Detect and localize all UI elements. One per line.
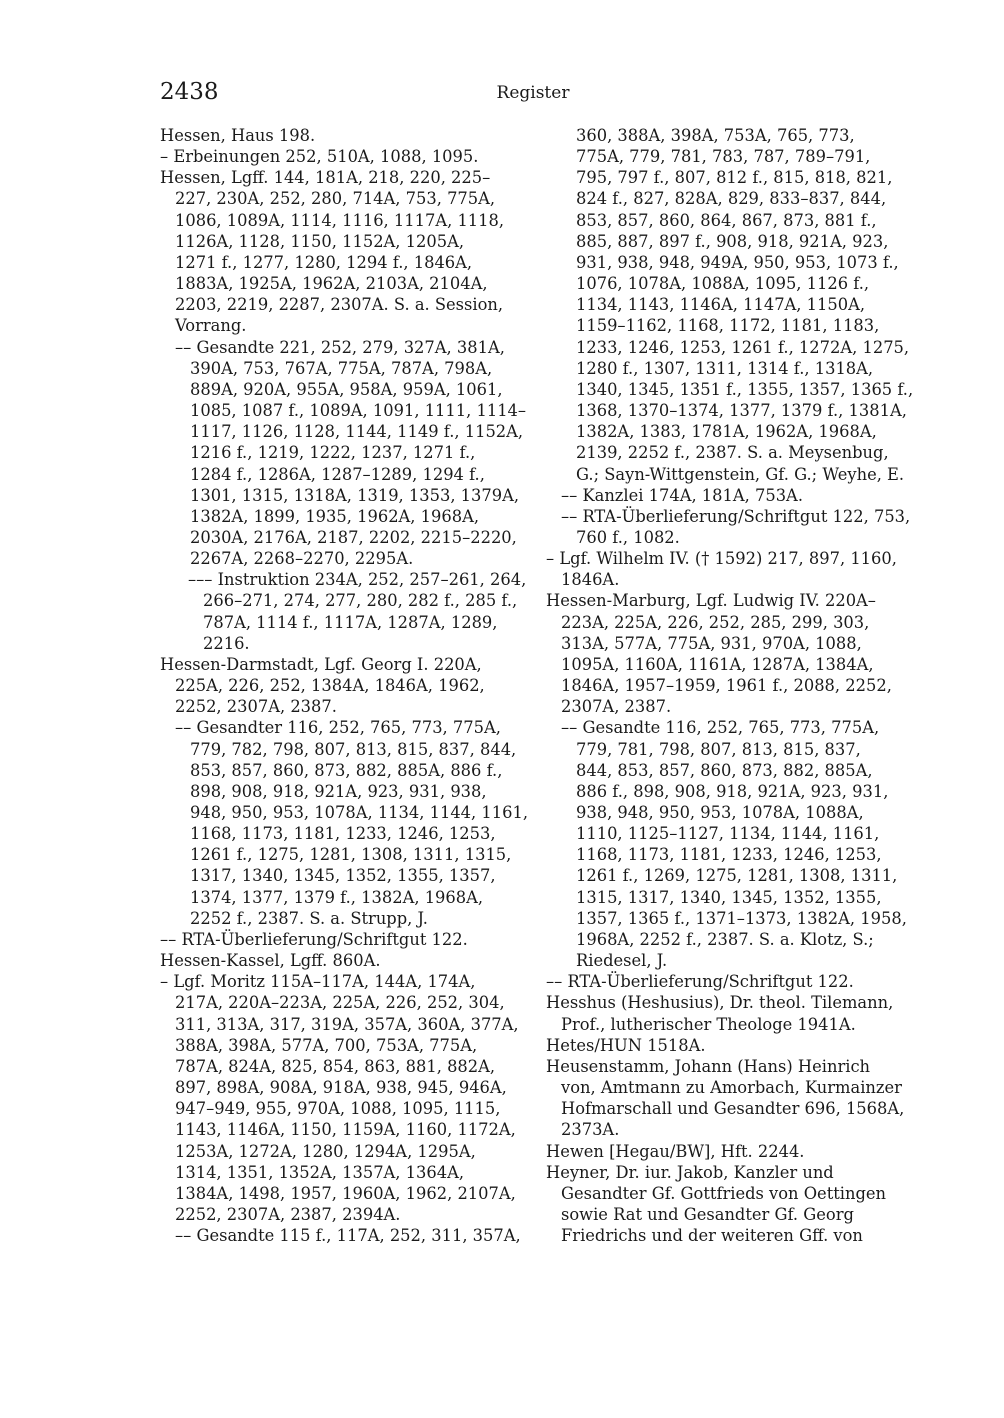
- right-column: [546, 125, 918, 1246]
- index-entry: [546, 125, 918, 485]
- index-entry: [160, 654, 532, 717]
- index-entry-line: 1883A, 1925A, 1962A, 2103A, 2104A,: [175, 274, 488, 294]
- index-entry-line: 787A, 824A, 825, 854, 863, 881, 882A,: [175, 1056, 496, 1076]
- index-entry-line: 2307A, 2387.: [561, 697, 672, 717]
- index-entry-line: 1085, 1087 f., 1089A, 1091, 1111, 1114–: [190, 401, 527, 421]
- index-entry-line: 1384A, 1498, 1957, 1960A, 1962, 2107A,: [175, 1183, 516, 1203]
- index-entry-line: 1368, 1370–1374, 1377, 1379 f., 1381A,: [576, 401, 907, 421]
- index-entry: [546, 717, 918, 971]
- index-entry-line: Hessen-Kassel, Lgff. 860A.: [160, 951, 381, 971]
- index-entry-line: 1846A.: [561, 570, 620, 590]
- index-entry: [546, 548, 918, 590]
- index-entry-line: 787A, 1114 f., 1117A, 1287A, 1289,: [203, 612, 498, 632]
- index-entry-line: 1159–1162, 1168, 1172, 1181, 1183,: [576, 316, 880, 336]
- index-entry-line: 1134, 1143, 1146A, 1147A, 1150A,: [576, 295, 866, 315]
- index-entry-line: Hessen, Lgff. 144, 181A, 218, 220, 225–: [160, 168, 491, 188]
- index-entry-line: Riedesel, J.: [576, 951, 668, 971]
- index-entry-line: 1168, 1173, 1181, 1233, 1246, 1253,: [576, 845, 882, 865]
- index-entry-line: 2030A, 2176A, 2187, 2202, 2215–2220,: [190, 527, 517, 547]
- index-entry-line: 1271 f., 1277, 1280, 1294 f., 1846A,: [175, 252, 473, 272]
- index-entry: [160, 569, 532, 654]
- index-entry-line: Hesshus (Heshusius), Dr. theol. Tilemann,: [546, 993, 894, 1013]
- index-entry: [160, 125, 532, 146]
- index-entry-line: –– RTA-Überlieferung/Schriftgut 122.: [546, 972, 854, 992]
- index-entry-line: –– RTA-Überlieferung/Schriftgut 122, 753,: [561, 506, 911, 526]
- index-entry-line: 266–271, 274, 277, 280, 282 f., 285 f.,: [203, 591, 518, 611]
- index-entry-line: 948, 950, 953, 1078A, 1134, 1144, 1161,: [190, 803, 529, 822]
- index-entry: [546, 971, 918, 992]
- index-entry-line: 779, 781, 798, 807, 813, 815, 837,: [576, 739, 861, 759]
- index-entry-line: Heyner, Dr. iur. Jakob, Kanzler und: [546, 1162, 834, 1182]
- index-entry-line: sowie Rat und Gesandter Gf. Georg: [561, 1204, 854, 1224]
- index-entry-line: 1076, 1078A, 1088A, 1095, 1126 f.,: [576, 274, 870, 294]
- index-entry-line: 898, 908, 918, 921A, 923, 931, 938,: [190, 781, 487, 801]
- index-entry-line: 223A, 225A, 226, 252, 285, 299, 303,: [561, 612, 870, 632]
- index-entry-line: –– Gesandter 116, 252, 765, 773, 775A,: [175, 718, 501, 738]
- index-entry-line: Friedrichs und der weiteren Gff. von: [561, 1226, 863, 1246]
- index-entry-line: Gesandter Gf. Gottfrieds von Oettingen: [561, 1183, 887, 1203]
- index-entry-line: von, Amtmann zu Amorbach, Kurmainzer: [561, 1078, 902, 1098]
- index-entry-line: 313A, 577A, 775A, 931, 970A, 1088,: [561, 633, 862, 653]
- index-entry-line: 1968A, 2252 f., 2387. S. a. Klotz, S.;: [576, 929, 874, 949]
- index-entry-line: 1315, 1317, 1340, 1345, 1352, 1355,: [576, 887, 882, 907]
- index-entry-line: 2216.: [203, 633, 250, 653]
- index-entry-line: Hessen-Marburg, Lgf. Ludwig IV. 220A–: [546, 591, 876, 611]
- index-entry: [160, 717, 532, 929]
- index-entry-line: 1110, 1125–1127, 1134, 1144, 1161,: [576, 824, 880, 844]
- index-entry-line: 1314, 1351, 1352A, 1357A, 1364A,: [175, 1162, 465, 1182]
- index-entry-line: 1317, 1340, 1345, 1352, 1355, 1357,: [190, 866, 496, 886]
- index-entry: [160, 146, 532, 167]
- index-entry-line: 1301, 1315, 1318A, 1319, 1353, 1379A,: [190, 485, 520, 505]
- index-entry: [160, 929, 532, 950]
- index-entry-line: 795, 797 f., 807, 812 f., 815, 818, 821,: [576, 168, 893, 188]
- index-entry-line: 390A, 753, 767A, 775A, 787A, 798A,: [190, 358, 493, 378]
- index-entry: [160, 1225, 532, 1246]
- index-entry-line: 885, 887, 897 f., 908, 918, 921A, 923,: [576, 231, 889, 251]
- index-entry-line: 1382A, 1383, 1781A, 1962A, 1968A,: [576, 422, 877, 442]
- index-entry-line: – Lgf. Wilhelm IV. († 1592) 217, 897, 1160,: [546, 549, 897, 569]
- index-entry-line: 1374, 1377, 1379 f., 1382A, 1968A,: [190, 887, 484, 907]
- index-entry-line: 2267A, 2268–2270, 2295A.: [190, 549, 414, 569]
- index-entry-line: 1261 f., 1269, 1275, 1281, 1308, 1311,: [576, 866, 898, 886]
- index-entry-line: 388A, 398A, 577A, 700, 753A, 775A,: [175, 1035, 478, 1055]
- index-entry-line: –– RTA-Überlieferung/Schriftgut 122.: [160, 929, 468, 949]
- page-number: 2438: [160, 79, 219, 105]
- index-entry-line: 1126A, 1128, 1150, 1152A, 1205A,: [175, 231, 465, 251]
- index-entry-line: 217A, 220A–223A, 225A, 226, 252, 304,: [175, 993, 505, 1013]
- index-entry-line: 938, 948, 950, 953, 1078A, 1088A,: [576, 803, 864, 822]
- index-entry-line: Hessen, Haus 198.: [160, 126, 316, 145]
- index-entry-line: 2252, 2307A, 2387.: [175, 697, 337, 717]
- index-entry-line: 931, 938, 948, 949A, 950, 953, 1073 f.,: [576, 252, 899, 272]
- index-entry-line: 897, 898A, 908A, 918A, 938, 945, 946A,: [175, 1078, 507, 1098]
- index-entry-line: Hofmarschall und Gesandter 696, 1568A,: [561, 1099, 905, 1119]
- index-entry-line: 1340, 1345, 1351 f., 1355, 1357, 1365 f.,: [576, 379, 914, 399]
- index-entry-line: 947–949, 955, 970A, 1088, 1095, 1115,: [175, 1099, 501, 1119]
- index-entry-line: 360, 388A, 398A, 753A, 765, 773,: [576, 126, 855, 145]
- index-entry-line: 824 f., 827, 828A, 829, 833–837, 844,: [576, 189, 887, 209]
- index-entry-line: – Lgf. Moritz 115A–117A, 144A, 174A,: [160, 972, 476, 992]
- index-entry: [546, 590, 918, 717]
- index-entry: [160, 167, 532, 336]
- index-entry: [546, 1141, 918, 1162]
- index-entry-line: –– Gesandte 221, 252, 279, 327A, 381A,: [175, 337, 505, 357]
- index-entry: [546, 506, 918, 548]
- index-entry-line: 2252 f., 2387. S. a. Strupp, J.: [190, 908, 428, 928]
- index-entry-line: 889A, 920A, 955A, 958A, 959A, 1061,: [190, 379, 503, 399]
- index-entry-line: 1168, 1173, 1181, 1233, 1246, 1253,: [190, 824, 496, 844]
- index-entry-line: 844, 853, 857, 860, 873, 882, 885A,: [576, 760, 873, 780]
- index-entry: [160, 950, 532, 971]
- index-entry: [546, 1056, 918, 1141]
- index-entry-line: 1086, 1089A, 1114, 1116, 1117A, 1118,: [175, 210, 505, 230]
- index-entry-line: Hessen-Darmstadt, Lgf. Georg I. 220A,: [160, 654, 482, 674]
- index-entry-line: 1382A, 1899, 1935, 1962A, 1968A,: [190, 506, 480, 526]
- index-entry: [546, 1035, 918, 1056]
- index-entry-line: 853, 857, 860, 873, 882, 885A, 886 f.,: [190, 760, 503, 780]
- index-entry: [160, 971, 532, 1225]
- index-entry-line: 1253A, 1272A, 1280, 1294A, 1295A,: [175, 1141, 476, 1161]
- index-entry-line: 1117, 1126, 1128, 1144, 1149 f., 1152A,: [190, 422, 524, 442]
- index-entry-line: 1280 f., 1307, 1311, 1314 f., 1318A,: [576, 358, 874, 378]
- index-entry: [546, 1162, 918, 1247]
- index-entry-line: 853, 857, 860, 864, 867, 873, 881 f.,: [576, 210, 877, 230]
- index-entry-line: 779, 782, 798, 807, 813, 815, 837, 844,: [190, 739, 517, 759]
- index-entry-line: 2203, 2219, 2287, 2307A. S. a. Session,: [175, 295, 504, 315]
- index-entry: [546, 485, 918, 506]
- left-column: [160, 125, 532, 1246]
- index-entry: [546, 992, 918, 1034]
- index-entry-line: 2373A.: [561, 1120, 620, 1140]
- index-entry-line: 1216 f., 1219, 1222, 1237, 1271 f.,: [190, 443, 476, 463]
- index-entry-line: 1846A, 1957–1959, 1961 f., 2088, 2252,: [561, 676, 892, 696]
- index-entry-line: 225A, 226, 252, 1384A, 1846A, 1962,: [175, 676, 485, 696]
- index-entry: [160, 337, 532, 570]
- index-entry-line: ––– Instruktion 234A, 252, 257–261, 264,: [188, 570, 527, 590]
- index-entry-line: –– Gesandte 115 f., 117A, 252, 311, 357A,: [175, 1226, 521, 1246]
- index-entry-line: 1261 f., 1275, 1281, 1308, 1311, 1315,: [190, 845, 512, 865]
- index-entry-line: Vorrang.: [175, 316, 247, 336]
- index-entry-line: 2139, 2252 f., 2387. S. a. Meysenbug,: [576, 443, 889, 463]
- index-entry-line: 227, 230A, 252, 280, 714A, 753, 775A,: [175, 189, 496, 209]
- index-entry-line: 1284 f., 1286A, 1287–1289, 1294 f.,: [190, 464, 485, 484]
- index-entry-line: 1233, 1246, 1253, 1261 f., 1272A, 1275,: [576, 337, 910, 357]
- index-entry-line: 1095A, 1160A, 1161A, 1287A, 1384A,: [561, 654, 874, 674]
- index-entry-line: 2252, 2307A, 2387, 2394A.: [175, 1204, 401, 1224]
- index-entry-line: –– Kanzlei 174A, 181A, 753A.: [561, 485, 803, 505]
- index-entry-line: Hetes/HUN 1518A.: [546, 1035, 706, 1055]
- index-entry-line: 1357, 1365 f., 1371–1373, 1382A, 1958,: [576, 908, 907, 928]
- index-entry-line: –– Gesandte 116, 252, 765, 773, 775A,: [561, 718, 880, 738]
- index-entry-line: – Erbeinungen 252, 510A, 1088, 1095.: [160, 147, 479, 167]
- index-entry-line: 311, 313A, 317, 319A, 357A, 360A, 377A,: [175, 1014, 519, 1034]
- index-entry-line: 886 f., 898, 908, 918, 921A, 923, 931,: [576, 781, 889, 801]
- index-entry-line: Hewen [Hegau/BW], Hft. 2244.: [546, 1141, 805, 1161]
- running-head: Register: [496, 83, 570, 103]
- index-entry-line: Prof., lutherischer Theologe 1941A.: [561, 1014, 856, 1034]
- index-entry-line: 775A, 779, 781, 783, 787, 789–791,: [576, 147, 871, 167]
- index-entry-line: Heusenstamm, Johann (Hans) Heinrich: [546, 1056, 871, 1076]
- index-entry-line: G.; Sayn-Wittgenstein, Gf. G.; Weyhe, E.: [576, 464, 905, 484]
- index-entry-line: 1143, 1146A, 1150, 1159A, 1160, 1172A,: [175, 1120, 516, 1140]
- index-entry-line: 760 f., 1082.: [576, 527, 680, 547]
